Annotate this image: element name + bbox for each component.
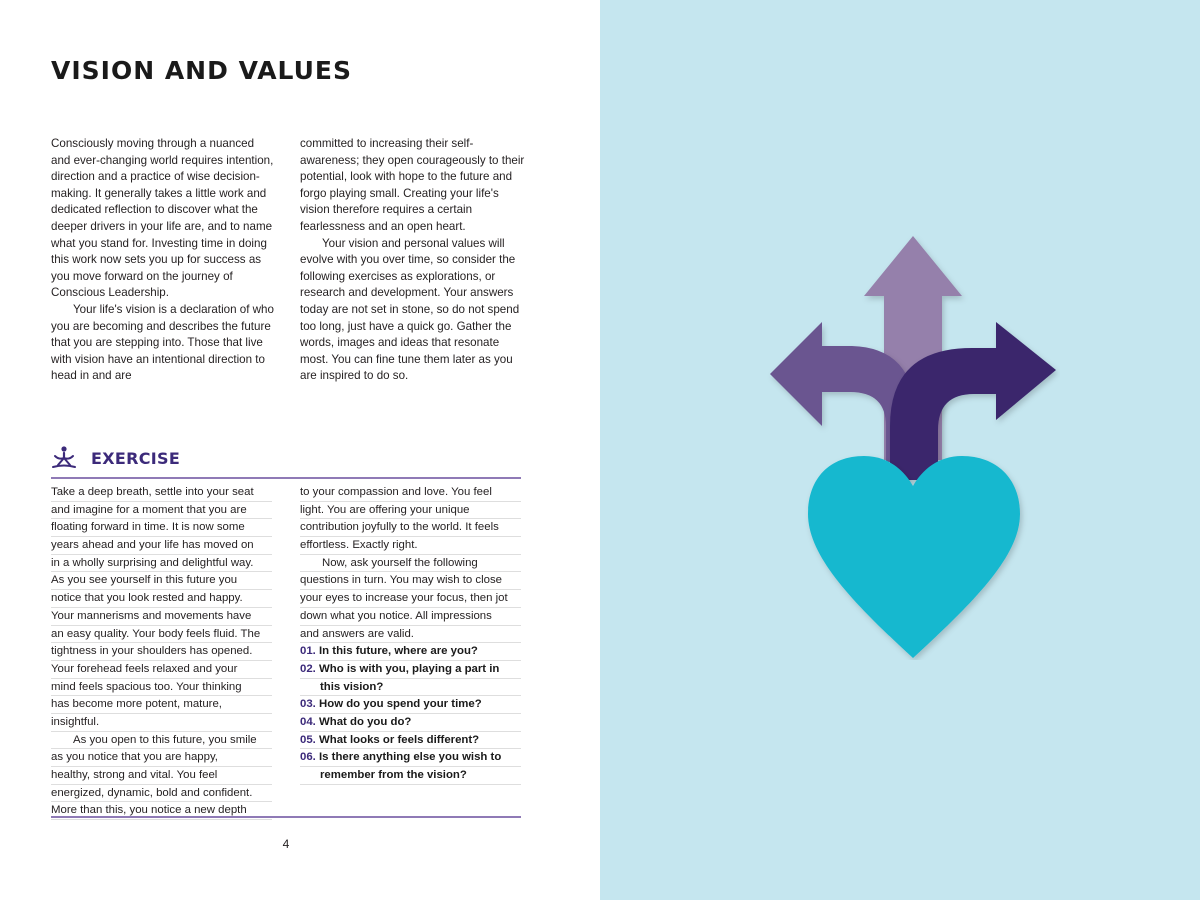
question-item — [300, 732, 521, 750]
exercise-line: floating forward in time. It is now some — [51, 519, 272, 537]
question-text: How do you spend your time? — [319, 698, 482, 711]
intro-paragraph: Consciously moving through a nuanced and ever-changing world requires intention, direction and a practice of wise decision-making. It generally takes a little work and dedicated reflection to discover what the deeper drivers in your life are, and to name what you stand for. Investing time in doing this work now sets you up for success as you move forward on the journey of Conscious Leadership. — [51, 137, 274, 300]
exercise-header — [51, 443, 521, 479]
exercise-line: light. You are offering your unique — [300, 502, 521, 520]
exercise-line: down what you notice. All impressions — [300, 608, 521, 626]
heart-icon — [808, 456, 1020, 658]
exercise-line: your eyes to increase your focus, then jot — [300, 590, 521, 608]
exercise-line: insightful. — [51, 714, 272, 732]
question-item — [300, 661, 521, 679]
exercise-line: to your compassion and love. You feel — [300, 484, 521, 502]
question-text: Is there anything else you wish to — [319, 751, 502, 764]
intro-paragraph: committed to increasing their self-awareness; they open courageously to their potential, look with hope to the future and forgo playing small. Creating your life's vision therefore requires a certain fearlessness and an open heart. — [300, 137, 525, 233]
page-number: 4 — [282, 837, 290, 851]
question-text: In this future, where are you? — [319, 645, 478, 658]
exercise-line: As you see yourself in this future you — [51, 572, 272, 590]
question-item — [300, 696, 521, 714]
intro-column-left — [51, 136, 276, 385]
exercise-line: More than this, you notice a new depth — [51, 802, 272, 820]
question-text: What looks or feels different? — [319, 733, 480, 746]
exercise-line: in a wholly surprising and delightful way. — [51, 555, 272, 573]
exercise-line: Now, ask yourself the following — [300, 555, 521, 573]
question-item — [300, 643, 521, 661]
illustration-panel — [600, 0, 1200, 900]
question-text: What do you do? — [319, 715, 412, 728]
question-number: 06. — [300, 751, 316, 764]
exercise-line: years ahead and your life has moved on — [51, 537, 272, 555]
question-text: this vision? — [300, 679, 521, 697]
exercise-line: and answers are valid. — [300, 626, 521, 644]
exercise-label: EXERCISE — [91, 449, 181, 468]
exercise-line: mind feels spacious too. Your thinking — [51, 679, 272, 697]
question-text: remember from the vision? — [300, 767, 521, 785]
question-number: 04. — [300, 715, 316, 728]
exercise-line: energized, dynamic, bold and confident. — [51, 785, 272, 803]
exercise-line: an easy quality. Your body feels fluid. The — [51, 626, 272, 644]
exercise-line: questions in turn. You may wish to close — [300, 572, 521, 590]
intro-paragraph: Your life's vision is a declaration of who you are becoming and describes the future that you are stepping into. Those that live with vision have an intentional direction to head in and are — [51, 302, 274, 383]
question-number: 02. — [300, 662, 316, 675]
exercise-line: contribution joyfully to the world. It feels — [300, 519, 521, 537]
exercise-line: and imagine for a moment that you are — [51, 502, 272, 520]
exercise-line: notice that you look rested and happy. — [51, 590, 272, 608]
exercise-column-right — [300, 484, 521, 785]
exercise-line: healthy, strong and vital. You feel — [51, 767, 272, 785]
intro-paragraph: Your vision and personal values will evolve with you over time, so consider the following exercises as explorations, or research and development. Your answers today are not set in stone, so do not spend too long, just have a quick go. Gather the words, images and ideas that resonate most. You can fine tune them later as you are inspired to do so. — [300, 236, 520, 383]
question-number: 01. — [300, 645, 316, 658]
exercise-line: effortless. Exactly right. — [300, 537, 521, 555]
exercise-line: Take a deep breath, settle into your seat — [51, 484, 272, 502]
exercise-column-left — [51, 484, 272, 820]
intro-column-right — [300, 136, 525, 385]
heart-arrows-illustration — [760, 230, 1060, 660]
meditating-figure-icon — [51, 445, 77, 471]
exercise-line: As you open to this future, you smile — [51, 732, 272, 750]
exercise-line: has become more potent, mature, — [51, 696, 272, 714]
bottom-rule — [51, 816, 521, 818]
exercise-line: Your forehead feels relaxed and your — [51, 661, 272, 679]
exercise-line: tightness in your shoulders has opened. — [51, 643, 272, 661]
question-item — [300, 714, 521, 732]
page-title: VISION AND VALUES — [51, 56, 352, 85]
question-number: 03. — [300, 698, 316, 711]
exercise-line: as you notice that you are happy, — [51, 749, 272, 767]
exercise-line: Your mannerisms and movements have — [51, 608, 272, 626]
question-number: 05. — [300, 733, 316, 746]
question-item — [300, 749, 521, 767]
question-text: Who is with you, playing a part in — [319, 662, 500, 675]
